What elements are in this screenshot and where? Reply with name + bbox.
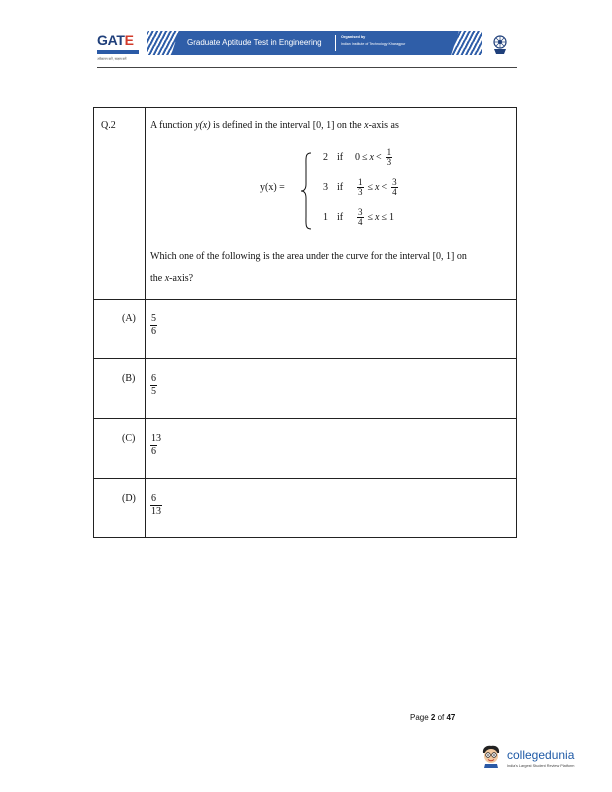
fraction-denominator: 3 [358,187,363,197]
option-a-value[interactable] [150,313,157,338]
option-d-label: (D) [122,493,136,504]
case-var: x [369,152,374,163]
case-row-2 [323,178,400,197]
fraction-denominator: 4 [392,187,397,197]
piecewise-function [255,148,425,234]
case-left-fraction [357,178,364,197]
option-a-label: (A) [122,313,136,324]
fraction-denominator: 3 [386,157,392,167]
case-value: 2 [323,152,328,163]
banner-separator [335,35,336,51]
page-current: 2 [430,713,436,722]
case-value: 3 [323,182,328,193]
stem-prefix: A function [150,120,195,131]
option-c-value[interactable] [150,433,162,458]
column-divider [145,108,146,537]
question-prompt-line-2 [150,273,193,284]
logo-text-accent: E [124,32,134,48]
stem-func: y(x) [195,120,211,131]
question-prompt-line-1: Which one of the following is the area under the curve for the interval [0, 1] on [150,251,467,262]
case-right-fraction [391,178,398,197]
case-if: if [337,212,344,223]
stem-axis: x [364,120,369,131]
case-row-1 [323,148,394,167]
option-b-label: (B) [122,373,136,384]
case-left: 0 [355,152,360,163]
logo-text-main: GAT [97,32,125,48]
stem-suffix: -axis as [368,120,399,131]
case-rel1: ≤ [367,182,373,193]
function-lhs: y(x) = [260,182,285,193]
collegedunia-brand-name: collegedunia [507,748,575,762]
page-total: 47 [446,713,456,722]
case-if: if [337,182,344,193]
row-divider-c [94,418,516,419]
case-rel1: ≤ [362,152,368,163]
fraction-numerator: 5 [151,313,156,324]
case-var: x [375,212,380,223]
case-right: 1 [388,212,394,223]
left-brace-icon [299,152,313,230]
option-b-value[interactable] [150,373,157,398]
fraction-numerator: 3 [392,177,397,187]
case-rel2: ≤ [381,212,387,223]
case-rel1: ≤ [367,212,373,223]
question-number: Q.2 [101,120,116,131]
row-divider-d [94,478,516,479]
fraction-numerator: 6 [151,493,156,504]
case-right-fraction [386,148,393,167]
logo-bar [97,50,139,54]
option-d-value[interactable] [150,493,162,518]
case-var: x [375,182,380,193]
fraction-denominator: 5 [151,386,156,397]
header-rule [97,67,517,68]
prompt-axis: x [164,273,170,284]
question-table [93,107,517,538]
header-banner [147,31,482,55]
iit-kharagpur-emblem-icon [489,33,511,55]
fraction-numerator: 1 [358,177,363,187]
logo-tagline: आँकलन करें, सक्षम बनें [97,57,127,61]
collegedunia-mascot-icon [479,744,503,768]
fraction-denominator: 6 [151,446,156,457]
page-word: Page [410,713,431,722]
fraction-numerator: 1 [386,147,392,157]
organised-label: Organised by [341,35,366,39]
prompt-prefix: the [150,273,165,284]
fraction-denominator: 13 [151,506,161,517]
fraction-numerator: 6 [151,373,156,384]
fraction-denominator: 4 [358,217,363,227]
case-if: if [337,152,344,163]
gate-logo [97,32,134,48]
question-stem [150,120,399,131]
case-value: 1 [323,212,328,223]
prompt-suffix: -axis? [169,273,194,284]
page-of: of [435,713,447,722]
banner-title: Graduate Aptitude Test in Engineering [187,38,322,47]
fraction-denominator: 6 [151,326,156,337]
case-rel2: < [381,182,388,193]
fraction-numerator: 3 [358,207,363,217]
case-left-fraction [357,208,364,227]
option-c-label: (C) [122,433,136,444]
collegedunia-tagline: India's Largest Student Review Platform [507,764,575,768]
row-divider-b [94,358,516,359]
page-number [410,713,455,722]
case-rel2: < [375,152,382,163]
organiser-name: Indian Institute of Technology Kharagpur [341,42,406,46]
row-divider-a [94,299,516,300]
stem-mid: is defined in the interval [0, 1] on the [210,120,365,131]
fraction-numerator: 13 [151,433,161,444]
page-header [97,30,517,66]
case-row-3 [323,208,394,227]
